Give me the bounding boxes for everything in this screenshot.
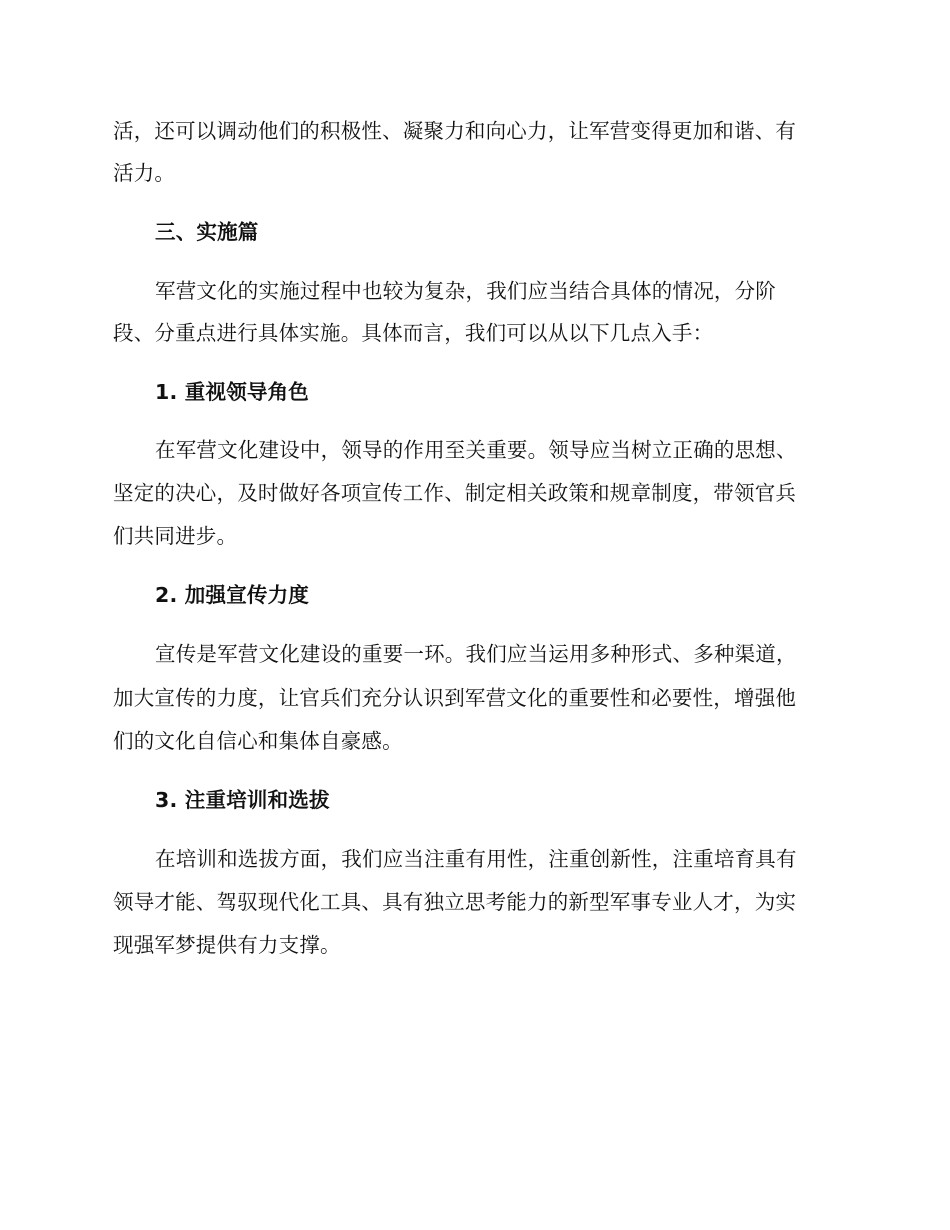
intro-line-1: 活，还可以调动他们的积极性、凝聚力和向心力，让军营变得更加和谐、有 bbox=[113, 119, 797, 143]
item-1-heading: 1. 重视领导角色 bbox=[155, 380, 309, 404]
item-3-heading: 3. 注重培训和选拔 bbox=[155, 788, 330, 812]
item-3-line-1: 在培训和选拔方面，我们应当注重有用性，注重创新性，注重培育具有 bbox=[155, 847, 797, 871]
item-1-line-3: 们共同进步。 bbox=[113, 524, 238, 548]
item-3-line-3: 现强军梦提供有力支撑。 bbox=[113, 933, 341, 957]
item-2-line-2: 加大宣传的力度，让官兵们充分认识到军营文化的重要性和必要性，增强他 bbox=[113, 686, 797, 710]
section-intro-line-2: 段、分重点进行具体实施。具体而言，我们可以从以下几点入手： bbox=[113, 321, 714, 345]
item-2-line-3: 们的文化自信心和集体自豪感。 bbox=[113, 729, 403, 753]
item-2-heading: 2. 加强宣传力度 bbox=[155, 583, 309, 607]
item-1-line-1: 在军营文化建设中，领导的作用至关重要。领导应当树立正确的思想、 bbox=[155, 438, 797, 462]
item-3-line-2: 领导才能、驾驭现代化工具、具有独立思考能力的新型军事专业人才，为实 bbox=[113, 890, 797, 914]
intro-line-2: 活力。 bbox=[113, 161, 176, 185]
item-1-line-2: 坚定的决心，及时做好各项宣传工作、制定相关政策和规章制度，带领官兵 bbox=[113, 481, 797, 505]
section-intro-line-1: 军营文化的实施过程中也较为复杂，我们应当结合具体的情况，分阶 bbox=[155, 279, 776, 303]
section-heading: 三、实施篇 bbox=[155, 220, 259, 244]
item-2-line-1: 宣传是军营文化建设的重要一环。我们应当运用多种形式、多种渠道， bbox=[155, 642, 797, 666]
